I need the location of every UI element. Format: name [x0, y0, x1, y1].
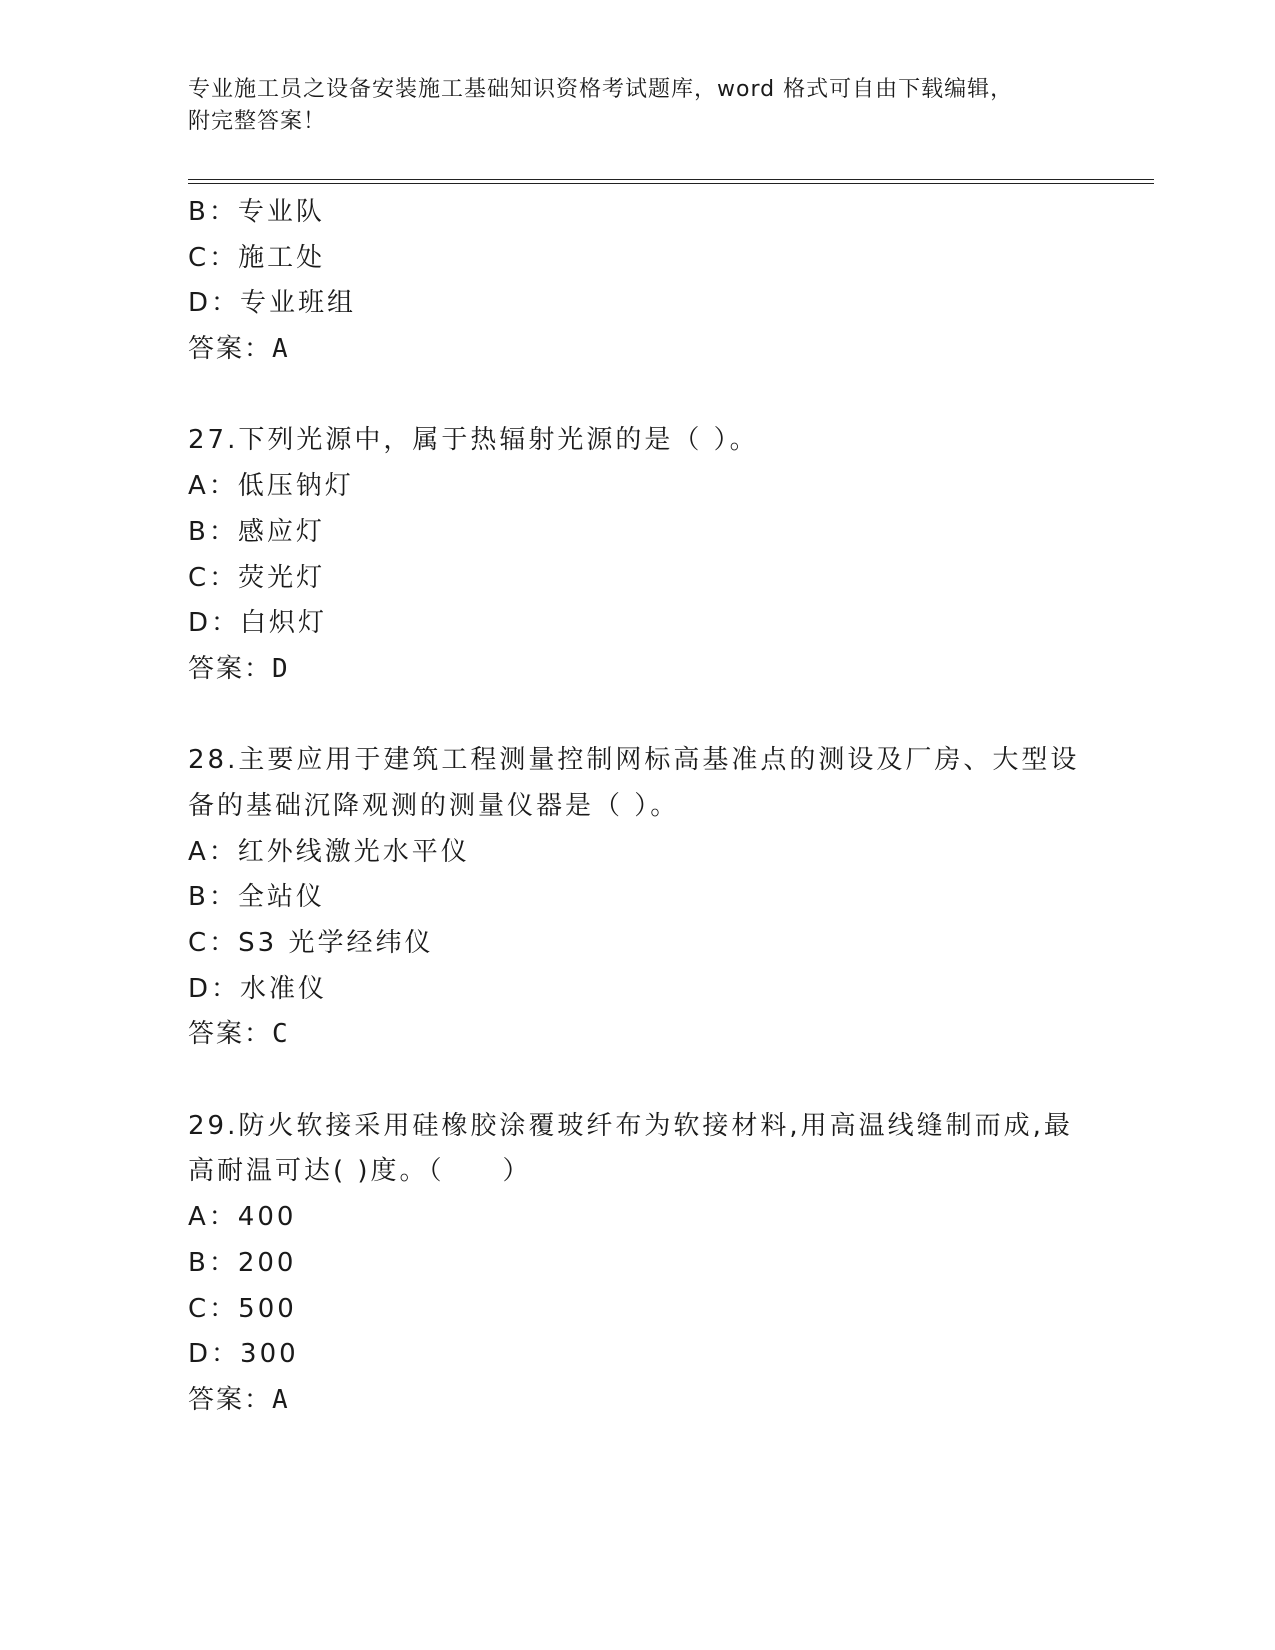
header-line-2: 附完整答案！ [188, 109, 327, 134]
question-stem: 27.下列光源中，属于热辐射光源的是（ ）。 [188, 425, 759, 456]
question-stem-line-1: 29.防火软接采用硅橡胶涂覆玻纤布为软接材料,用高温线缝制而成,最 [188, 1110, 1073, 1141]
prev-question-block [188, 190, 1088, 373]
answer-value: D [272, 653, 290, 684]
option-a: A：400 [188, 1202, 297, 1233]
answer-label: 答案： [188, 1384, 273, 1415]
option-b: B：200 [188, 1247, 297, 1278]
question-stem-line-1: 28.主要应用于建筑工程测量控制网标高基准点的测设及厂房、大型设 [188, 745, 1080, 776]
spacer [188, 1058, 1088, 1104]
answer-line [188, 1378, 1088, 1424]
option-c: C：500 [188, 1293, 297, 1324]
answer-label: 答案： [188, 334, 273, 365]
answer-value: C [272, 1019, 290, 1050]
question-stem-line-2: 高耐温可达( )度。（ ） [188, 1156, 532, 1187]
option-b: B：专业队 [188, 197, 325, 227]
question-28 [188, 738, 1088, 1058]
option-d: D：300 [188, 1339, 299, 1370]
header-divider [188, 179, 1154, 184]
answer-line [188, 647, 1088, 693]
answer-label: 答案： [188, 653, 273, 684]
document-header [188, 74, 1088, 138]
option-b: B：全站仪 [188, 882, 325, 913]
question-list [188, 190, 1088, 1424]
question-29 [188, 1104, 1088, 1424]
option-a: A：红外线激光水平仪 [188, 836, 470, 867]
option-c: C：荧光灯 [188, 562, 326, 593]
answer-value: A [272, 334, 290, 365]
option-d: D：水准仪 [188, 973, 328, 1004]
option-d: D：专业班组 [188, 288, 357, 319]
answer-line [188, 1012, 1088, 1058]
header-line-1: 专业施工员之设备安装施工基础知识资格考试题库，word 格式可自由下载编辑， [188, 77, 1014, 102]
option-a: A：低压钠灯 [188, 471, 354, 502]
spacer [188, 373, 1088, 419]
option-c: C：S3 光学经纬仪 [188, 928, 434, 958]
option-d: D：白炽灯 [188, 608, 328, 639]
answer-line [188, 327, 1088, 373]
question-stem-line-2: 备的基础沉降观测的测量仪器是（ ）。 [188, 790, 680, 821]
question-27 [188, 418, 1088, 692]
option-c: C：施工处 [188, 242, 326, 273]
answer-value: A [272, 1384, 290, 1415]
spacer [188, 693, 1088, 739]
answer-label: 答案： [188, 1019, 273, 1050]
option-b: B：感应灯 [188, 516, 325, 547]
